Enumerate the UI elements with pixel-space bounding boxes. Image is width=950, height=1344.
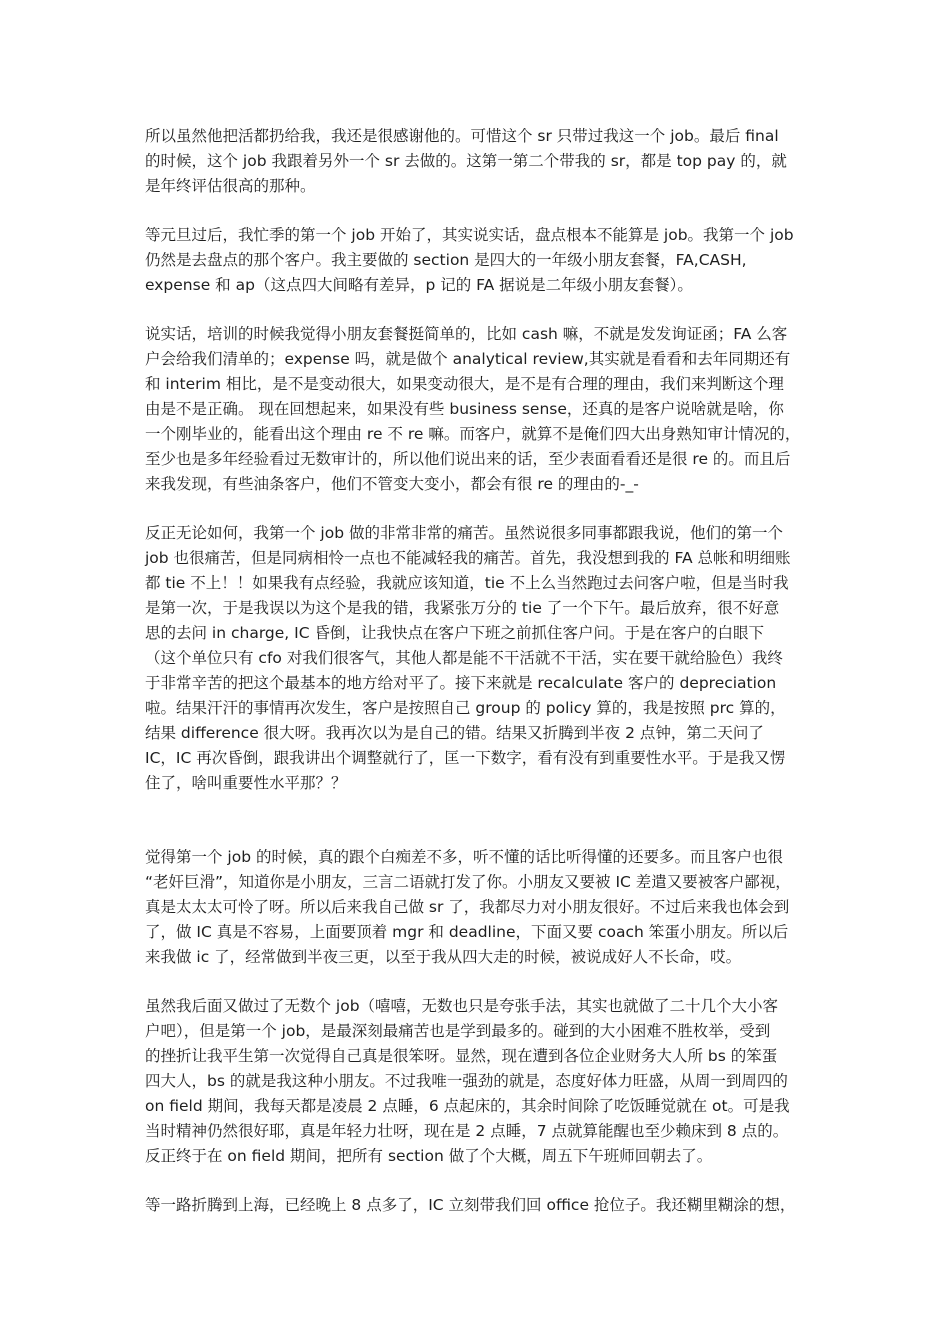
paragraph-spacer [145, 970, 825, 994]
document-body [145, 124, 825, 1218]
paragraph-6 [145, 994, 825, 1169]
paragraph-spacer [145, 796, 825, 845]
text-line: 由是不是正确。 现在回想起来，如果没有些 business sense，还真的是客户说啥就是啥，你 [145, 400, 784, 418]
text-line: 一个刚毕业的，能看出这个理由 re 不 re 嘛。而客户，就算不是俺们四大出身熟知审计情况的， [145, 425, 801, 443]
text-line: 啦。结果汗汗的事情再次发生，客户是按照自己 group 的 policy 算的，我是按照 prc 算的， [145, 699, 786, 717]
text-line: 等元旦过后，我忙季的第一个 job 开始了，其实说实话，盘点根本不能算是 job。我第一个 job [145, 226, 794, 244]
text-line: 来我发现，有些油条客户，他们不管变大变小，都会有很 re 的理由的-_- [145, 475, 639, 493]
text-line: 和 interim 相比，是不是变动很大，如果变动很大，是不是有合理的理由，我们来判断这个理 [145, 375, 784, 393]
paragraph-spacer [145, 1169, 825, 1193]
text-line: 真是太太太可怜了呀。所以后来我自己做 sr 了，我都尽力对小朋友很好。不过后来我也体会到 [145, 898, 790, 916]
text-line: 思的去问 in charge, IC 昏倒，让我快点在客户下班之前抓住客户问。于是在客户的白眼下 [145, 624, 764, 642]
text-line: 是第一次，于是我误以为这个是我的错，我紧张万分的 tie 了一个下午。最后放弃，很不好意 [145, 599, 780, 617]
text-line: 所以虽然他把活都扔给我，我还是很感谢他的。可惜这个 sr 只带过我这一个 job。最后 final [145, 127, 779, 145]
text-line: 结果 difference 很大呀。我再次以为是自己的错。结果又折腾到半夜 2 点钟，第二天问了 [145, 724, 764, 742]
text-line: 户会给我们清单的；expense 吗，就是做个 analytical review,其实就是看看和去年同期还有 [145, 350, 791, 368]
paragraph-7 [145, 1193, 825, 1218]
text-line: 于非常辛苦的把这个最基本的地方给对平了。接下来就是 recalculate 客户的 depreciation [145, 674, 777, 692]
text-line: on field 期间，我每天都是凌晨 2 点睡，6 点起床的，其余时间除了吃饭睡觉就在 ot。可是我 [145, 1097, 790, 1115]
paragraph-spacer [145, 298, 825, 322]
paragraph-5 [145, 845, 825, 970]
text-line: 反正终于在 on field 期间，把所有 section 做了个大概，周五下午班师回朝去了。 [145, 1147, 713, 1165]
text-line: 住了，啥叫重要性水平那？？ [145, 774, 347, 792]
text-line: 户吧），但是第一个 job，是最深刻最痛苦也是学到最多的。碰到的大小困难不胜枚举，受到 [145, 1022, 771, 1040]
paragraph-spacer [145, 199, 825, 223]
text-line: 虽然我后面又做过了无数个 job（嘻嘻，无数也只是夸张手法，其实也就做了二十几个大小客 [145, 997, 779, 1015]
text-line: job 也很痛苦，但是同病相怜一点也不能减轻我的痛苦。首先，我没想到我的 FA 总帐和明细账 [145, 549, 791, 567]
text-line: 的时候，这个 job 我跟着另外一个 sr 去做的。这第一第二个带我的 sr，都是 top pay 的，就 [145, 152, 787, 170]
text-line: “老奸巨滑”，知道你是小朋友，三言二语就打发了你。小朋友又要被 IC 差遣又要被客户鄙视， [145, 873, 791, 891]
paragraph-spacer [145, 497, 825, 521]
text-line: 觉得第一个 job 的时候，真的跟个白痴差不多，听不懂的话比听得懂的还要多。而且客户也很 [145, 848, 783, 866]
text-line: 反正无论如何，我第一个 job 做的非常非常的痛苦。虽然说很多同事都跟我说，他们的第一个 [145, 524, 783, 542]
text-line: 仍然是去盘点的那个客户。我主要做的 section 是四大的一年级小朋友套餐，FA,CASH, [145, 251, 747, 269]
text-line: 四大人，bs 的就是我这种小朋友。不过我唯一强劲的就是，态度好体力旺盛，从周一到周四的 [145, 1072, 788, 1090]
text-line: 都 tie 不上！！如果我有点经验，我就应该知道，tie 不上么当然跑过去问客户啦，但是当时我 [145, 574, 789, 592]
text-line: 当时精神仍然很好耶，真是年轻力壮呀，现在是 2 点睡，7 点就算能醒也至少赖床到 8 点的。 [145, 1122, 789, 1140]
text-line: IC，IC 再次昏倒，跟我讲出个调整就行了，匡一下数字，看有没有到重要性水平。于是我又愣 [145, 749, 786, 767]
text-line: 至少也是多年经验看过无数审计的，所以他们说出来的话，至少表面看看还是很 re 的。而且后 [145, 450, 791, 468]
text-line: 是年终评估很高的那种。 [145, 177, 316, 195]
text-line: 的挫折让我平生第一次觉得自己真是很笨呀。显然，现在遭到各位企业财务大人所 bs 的笨蛋 [145, 1047, 778, 1065]
text-line: 等一路折腾到上海，已经晚上 8 点多了，IC 立刻带我们回 office 抢位子。我还糊里糊涂的想， [145, 1196, 796, 1214]
text-line: 说实话，培训的时候我觉得小朋友套餐挺简单的，比如 cash 嘛，不就是发发询证函；FA 么客 [145, 325, 788, 343]
paragraph-4 [145, 521, 825, 796]
text-line: 了，做 IC 真是不容易，上面要顶着 mgr 和 deadline，下面又要 coach 笨蛋小朋友。所以后 [145, 923, 789, 941]
paragraph-3 [145, 322, 825, 497]
paragraph-1 [145, 124, 825, 199]
paragraph-2 [145, 223, 825, 298]
text-line: expense 和 ap（这点四大间略有差异，p 记的 FA 据说是二年级小朋友套餐）。 [145, 276, 693, 294]
text-line: 来我做 ic 了，经常做到半夜三更，以至于我从四大走的时候，被说成好人不长命，哎。 [145, 948, 742, 966]
text-line: （这个单位只有 cfo 对我们很客气，其他人都是能不干活就不干活，实在要干就给脸色）我终 [145, 649, 783, 667]
